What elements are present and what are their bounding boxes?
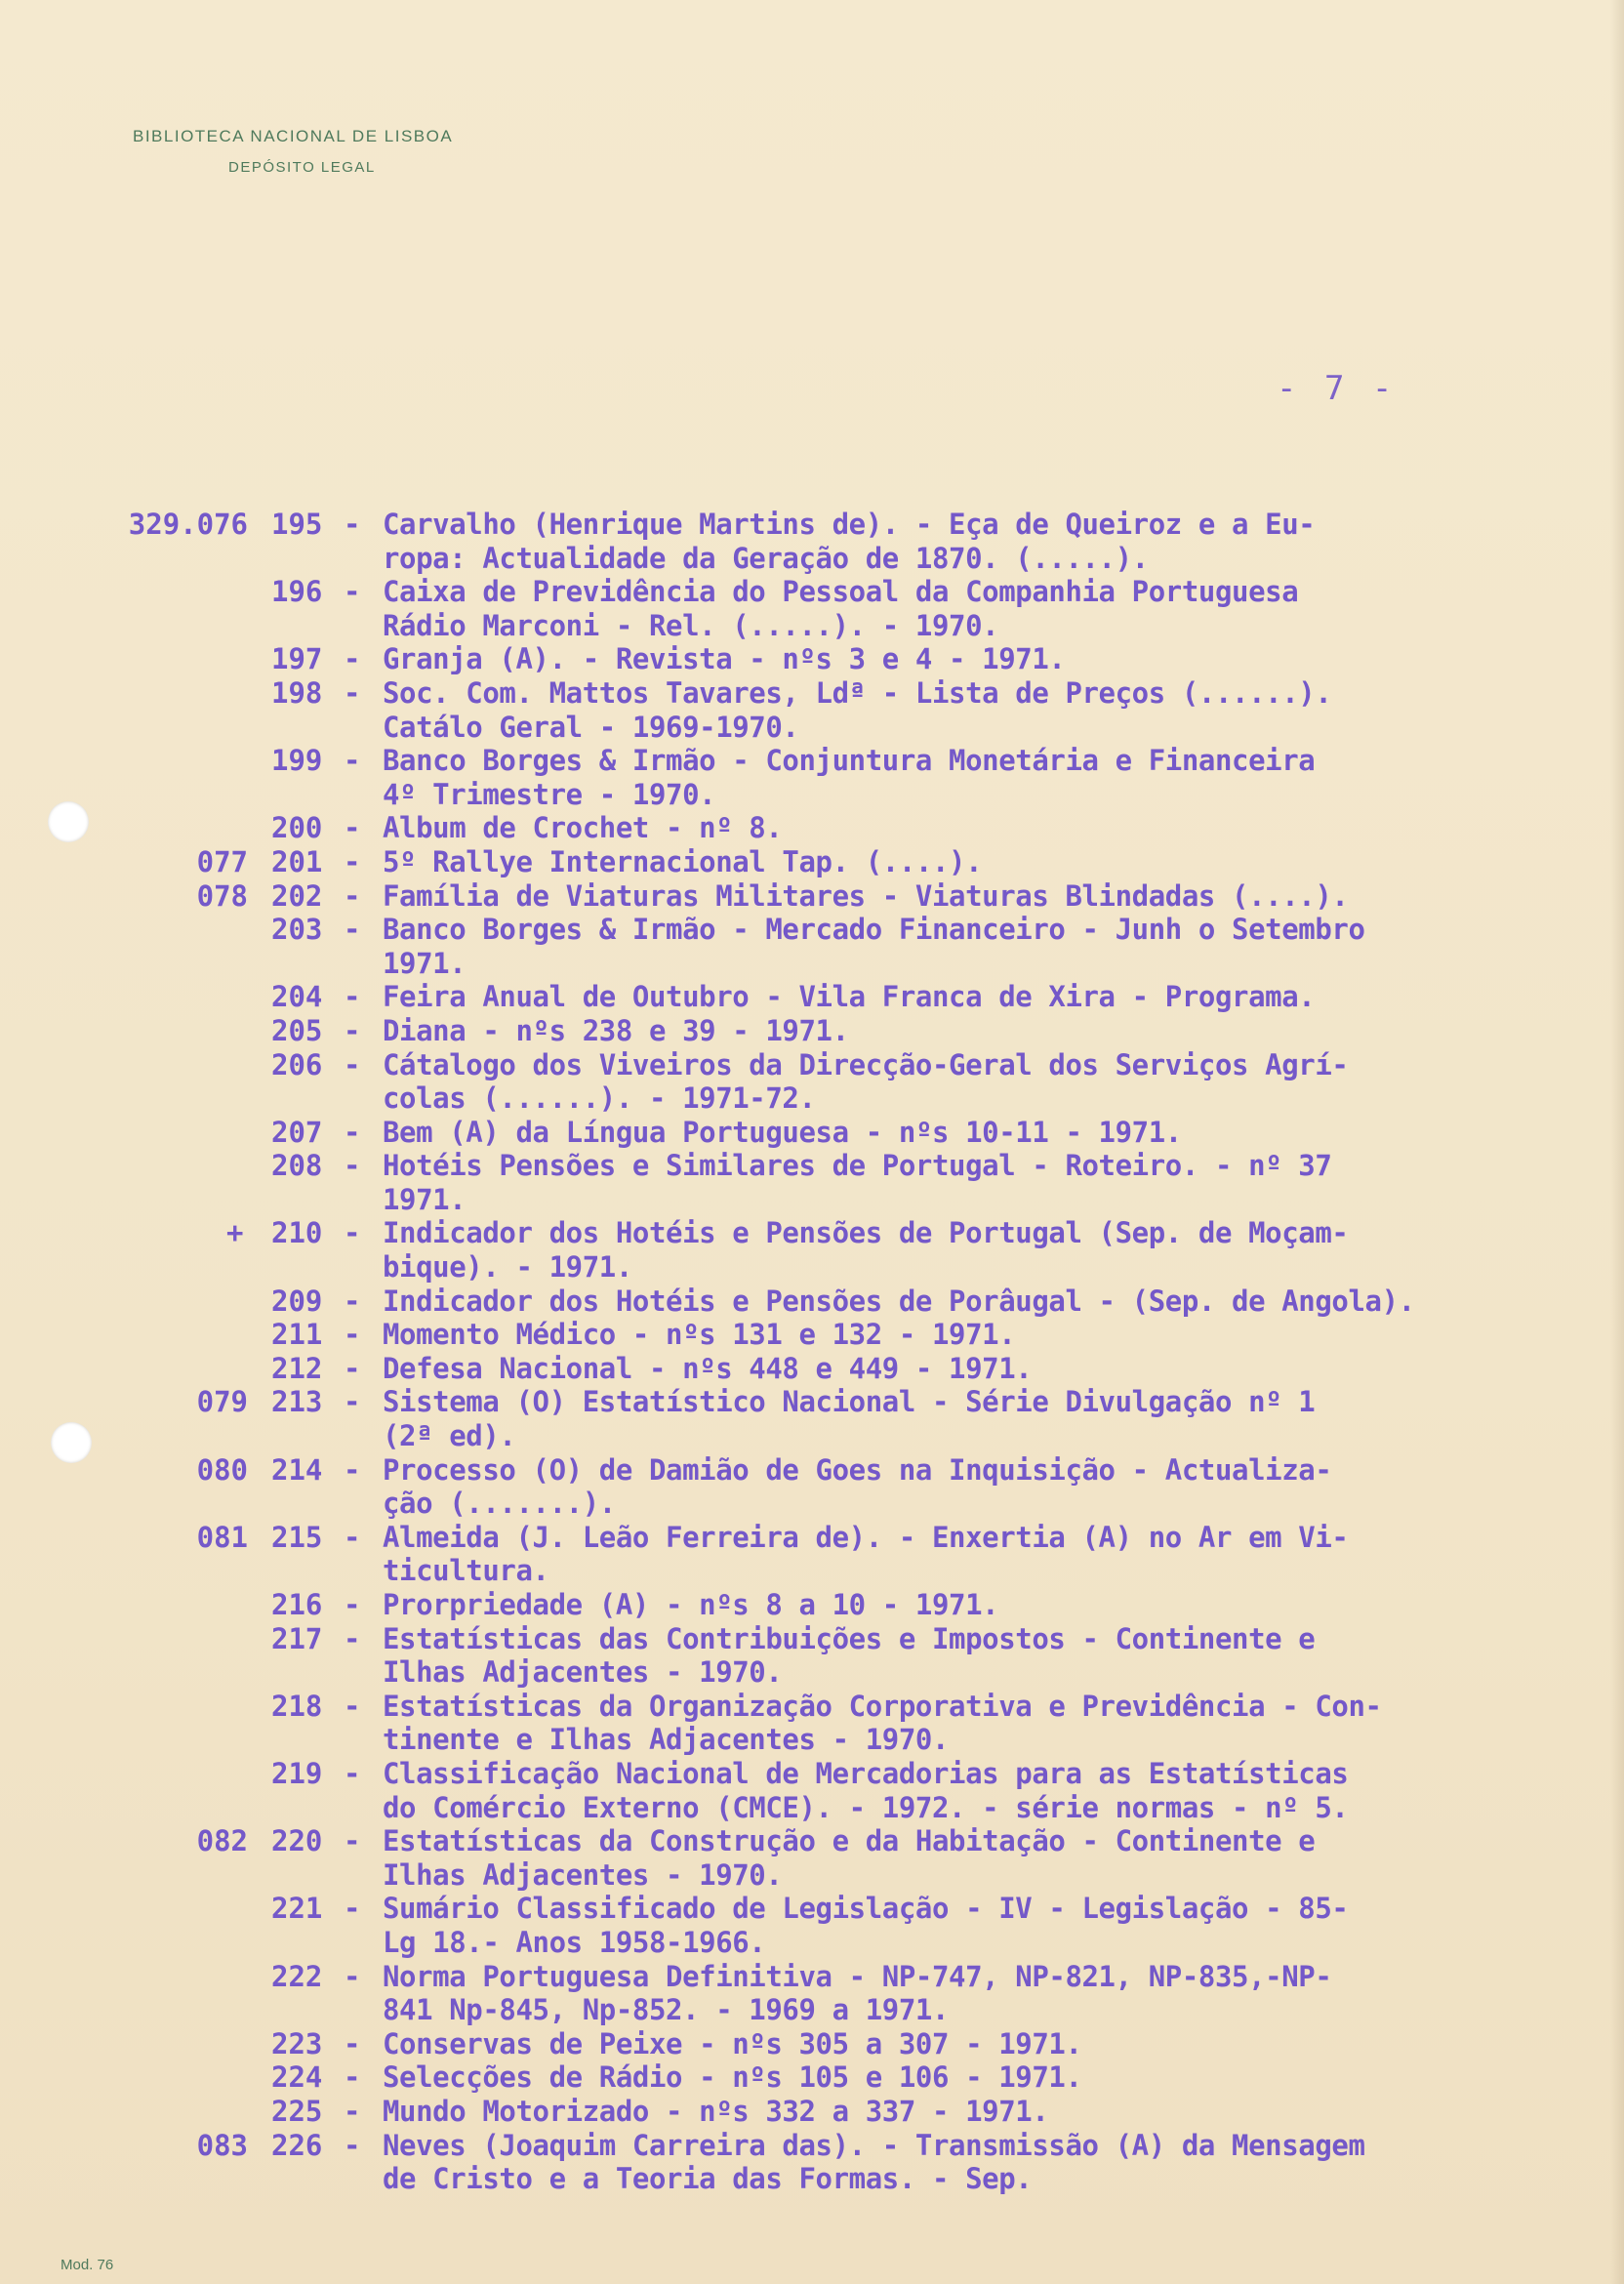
entry-text: Neves (Joaquim Carreira das). - Transmissão (A) da Mensagem bbox=[383, 2128, 1365, 2162]
entry-text: 1971. bbox=[383, 1182, 467, 1216]
entry-dash: - bbox=[344, 1621, 361, 1655]
entry-dash: - bbox=[344, 1318, 361, 1352]
entry-line bbox=[0, 508, 1624, 542]
entry-line bbox=[0, 711, 1624, 745]
entry-dash: - bbox=[344, 1149, 361, 1183]
entry-text: Estatísticas da Organização Corporativa e Previdência - Con- bbox=[383, 1689, 1382, 1723]
entry-line bbox=[0, 845, 1624, 879]
entry-text: 1971. bbox=[383, 946, 467, 980]
entry-dash: - bbox=[344, 1351, 361, 1385]
entry-line bbox=[0, 980, 1624, 1014]
entry-number: 217 bbox=[271, 1621, 323, 1655]
entry-number: 200 bbox=[271, 811, 323, 845]
entry-number: 207 bbox=[271, 1115, 323, 1149]
entry-number: 203 bbox=[271, 913, 323, 947]
entry-text: Ilhas Adjacentes - 1970. bbox=[383, 1655, 783, 1690]
entry-line bbox=[0, 1318, 1624, 1352]
entry-number: 221 bbox=[271, 1892, 323, 1926]
entry-text: Prorpriedade (A) - nºs 8 a 10 - 1971. bbox=[383, 1588, 999, 1621]
entry-number: 198 bbox=[271, 675, 323, 710]
entry-line bbox=[0, 1892, 1624, 1926]
entry-line bbox=[0, 609, 1624, 643]
classification-code: 082 bbox=[196, 1824, 248, 1858]
entry-dash: - bbox=[344, 575, 361, 609]
entry-number: 212 bbox=[271, 1351, 323, 1385]
entry-text: Granja (A). - Revista - nºs 3 e 4 - 1971. bbox=[383, 642, 1066, 676]
entry-line bbox=[0, 1419, 1624, 1453]
entry-text: Indicador dos Hotéis e Pensões de Portugal (Sep. de Moçam- bbox=[383, 1216, 1349, 1250]
entry-text: Norma Portuguesa Definitiva - NP-747, NP-821, NP-835,-NP- bbox=[383, 1959, 1332, 1993]
entry-number: 205 bbox=[271, 1013, 323, 1047]
entry-text: de Cristo e a Teoria das Formas. - Sep. bbox=[383, 2162, 1033, 2196]
entry-text: colas (......). - 1971-72. bbox=[383, 1081, 816, 1116]
entry-line bbox=[0, 1554, 1624, 1588]
entry-number: 225 bbox=[271, 2094, 323, 2128]
entry-text: Carvalho (Henrique Martins de). - Eça de Queiroz e a Eu- bbox=[383, 508, 1316, 541]
entry-text: Classificação Nacional de Mercadorias para as Estatísticas bbox=[383, 1756, 1349, 1790]
entry-dash: - bbox=[344, 2094, 361, 2128]
entry-text: Família de Viaturas Militares - Viaturas Blindadas (....). bbox=[383, 878, 1349, 913]
institution-header: BIBLIOTECA NACIONAL DE LISBOA bbox=[133, 127, 454, 145]
classification-code: 083 bbox=[196, 2128, 248, 2162]
entry-line bbox=[0, 1081, 1624, 1116]
entry-line bbox=[0, 1352, 1624, 1386]
entry-number: 224 bbox=[271, 2060, 323, 2095]
entry-line bbox=[0, 1723, 1624, 1757]
entry-line bbox=[0, 1824, 1624, 1858]
entry-line bbox=[0, 1926, 1624, 1960]
entry-line bbox=[0, 1858, 1624, 1893]
entry-line bbox=[0, 744, 1624, 778]
entry-line bbox=[0, 2060, 1624, 2095]
classification-code: 078 bbox=[196, 878, 248, 913]
entry-number: 206 bbox=[271, 1047, 323, 1081]
entry-dash: - bbox=[344, 1959, 361, 1993]
classification-code: 077 bbox=[196, 844, 248, 878]
entry-dash: - bbox=[344, 1588, 361, 1621]
entry-line bbox=[0, 1655, 1624, 1690]
classification-code: 080 bbox=[196, 1452, 248, 1487]
entry-dash: - bbox=[344, 980, 361, 1014]
classification-code: 329.076 bbox=[128, 508, 248, 541]
entry-line bbox=[0, 2129, 1624, 2163]
entry-number: 223 bbox=[271, 2026, 323, 2060]
entry-dash: - bbox=[344, 1047, 361, 1081]
entry-text: ticultura. bbox=[383, 1554, 549, 1588]
entry-line bbox=[0, 1960, 1624, 1994]
entry-number: 209 bbox=[271, 1284, 323, 1318]
entry-line bbox=[0, 2027, 1624, 2061]
entry-line bbox=[0, 2095, 1624, 2129]
entry-text: Rádio Marconi - Rel. (.....). - 1970. bbox=[383, 608, 999, 642]
department-header: DEPÓSITO LEGAL bbox=[228, 159, 376, 176]
entry-number: 219 bbox=[271, 1756, 323, 1790]
entry-line bbox=[0, 1622, 1624, 1656]
entry-line bbox=[0, 811, 1624, 845]
entry-number: 196 bbox=[271, 575, 323, 609]
entry-dash: - bbox=[344, 844, 361, 878]
entry-dash: - bbox=[344, 675, 361, 710]
entry-number: 195 bbox=[271, 508, 323, 541]
entry-number: 208 bbox=[271, 1149, 323, 1183]
entry-dash: - bbox=[344, 1892, 361, 1926]
entry-text: bique). - 1971. bbox=[383, 1250, 632, 1285]
entry-line bbox=[0, 1116, 1624, 1150]
entry-number: 211 bbox=[271, 1318, 323, 1352]
entry-number: 201 bbox=[271, 844, 323, 878]
entry-number: 202 bbox=[271, 878, 323, 913]
entry-text: 4º Trimestre - 1970. bbox=[383, 777, 716, 811]
entry-dash: - bbox=[344, 2026, 361, 2060]
entry-text: Banco Borges & Irmão - Conjuntura Monetária e Financeira bbox=[383, 744, 1316, 778]
entry-line bbox=[0, 778, 1624, 812]
entry-line bbox=[0, 1791, 1624, 1825]
entry-dash: - bbox=[344, 1385, 361, 1419]
entry-text: Cátalogo dos Viveiros da Direcção-Geral dos Serviços Agrí- bbox=[383, 1047, 1349, 1081]
entry-dash: - bbox=[344, 1689, 361, 1723]
entry-dash: - bbox=[344, 811, 361, 845]
entry-line bbox=[0, 1149, 1624, 1183]
entry-line bbox=[0, 1487, 1624, 1521]
classification-code: + bbox=[226, 1216, 244, 1250]
entry-dash: - bbox=[344, 508, 361, 541]
entry-dash: - bbox=[344, 913, 361, 947]
entry-text: do Comércio Externo (CMCE). - 1972. - série normas - nº 5. bbox=[383, 1790, 1349, 1824]
entry-dash: - bbox=[344, 744, 361, 778]
entry-dash: - bbox=[344, 1013, 361, 1047]
entry-dash: - bbox=[344, 1216, 361, 1250]
entry-number: 199 bbox=[271, 744, 323, 778]
entry-text: Album de Crochet - nº 8. bbox=[383, 811, 783, 845]
entry-text: Soc. Com. Mattos Tavares, Ldª - Lista de Preços (......). bbox=[383, 675, 1332, 710]
entry-text: Estatísticas das Contribuições e Impostos - Continente e bbox=[383, 1621, 1316, 1655]
entry-line bbox=[0, 642, 1624, 676]
entry-line bbox=[0, 879, 1624, 914]
entry-line bbox=[0, 1385, 1624, 1419]
entry-text: Hotéis Pensões e Similares de Portugal - Roteiro. - nº 37 bbox=[383, 1149, 1332, 1183]
entry-text: 841 Np-845, Np-852. - 1969 a 1971. bbox=[383, 1993, 950, 2027]
entry-dash: - bbox=[344, 878, 361, 913]
entry-number: 210 bbox=[271, 1216, 323, 1250]
entry-number: 204 bbox=[271, 980, 323, 1014]
entry-dash: - bbox=[344, 1824, 361, 1858]
entry-dash: - bbox=[344, 1284, 361, 1318]
entry-text: Feira Anual de Outubro - Vila Franca de Xira - Programa. bbox=[383, 980, 1316, 1014]
entry-text: Almeida (J. Leão Ferreira de). - Enxertia (A) no Ar em Vi- bbox=[383, 1520, 1349, 1554]
entry-line bbox=[0, 1453, 1624, 1488]
entry-number: 222 bbox=[271, 1959, 323, 1993]
entry-text: Sistema (O) Estatístico Nacional - Série Divulgação nº 1 bbox=[383, 1385, 1316, 1419]
entry-line bbox=[0, 1285, 1624, 1319]
page-number: - 7 - bbox=[1277, 369, 1397, 408]
entry-number: 215 bbox=[271, 1520, 323, 1554]
entry-dash: - bbox=[344, 1115, 361, 1149]
entry-line bbox=[0, 1690, 1624, 1724]
entry-text: Ilhas Adjacentes - 1970. bbox=[383, 1857, 783, 1892]
entry-line bbox=[0, 1014, 1624, 1048]
entry-line bbox=[0, 1183, 1624, 1217]
entry-line bbox=[0, 1216, 1624, 1250]
entry-line bbox=[0, 913, 1624, 947]
entry-line bbox=[0, 947, 1624, 981]
entry-line bbox=[0, 1521, 1624, 1555]
entry-dash: - bbox=[344, 1520, 361, 1554]
entry-text: 5º Rallye Internacional Tap. (....). bbox=[383, 844, 983, 878]
entry-text: Bem (A) da Língua Portuguesa - nºs 10-11 - 1971. bbox=[383, 1115, 1182, 1149]
entry-list bbox=[0, 508, 1624, 2196]
entry-number: 213 bbox=[271, 1385, 323, 1419]
entry-number: 216 bbox=[271, 1588, 323, 1621]
entry-dash: - bbox=[344, 2128, 361, 2162]
entry-number: 214 bbox=[271, 1452, 323, 1487]
entry-text: Catálo Geral - 1969-1970. bbox=[383, 710, 799, 744]
entry-number: 197 bbox=[271, 642, 323, 676]
entry-line bbox=[0, 1048, 1624, 1082]
entry-text: Caixa de Previdência do Pessoal da Companhia Portuguesa bbox=[383, 575, 1299, 609]
entry-line bbox=[0, 1250, 1624, 1285]
classification-code: 079 bbox=[196, 1385, 248, 1419]
entry-text: Lg 18.- Anos 1958-1966. bbox=[383, 1925, 766, 1959]
entry-text: ropa: Actualidade da Geração de 1870. (.....). bbox=[383, 541, 1149, 575]
entry-number: 226 bbox=[271, 2128, 323, 2162]
entry-line bbox=[0, 1588, 1624, 1622]
entry-text: Estatísticas da Construção e da Habitação - Continente e bbox=[383, 1824, 1316, 1858]
entry-text: Selecções de Rádio - nºs 105 e 106 - 1971. bbox=[383, 2060, 1082, 2095]
entry-text: Defesa Nacional - nºs 448 e 449 - 1971. bbox=[383, 1351, 1033, 1385]
entry-line bbox=[0, 575, 1624, 609]
entry-text: Diana - nºs 238 e 39 - 1971. bbox=[383, 1013, 849, 1047]
entry-line bbox=[0, 676, 1624, 711]
entry-dash: - bbox=[344, 1756, 361, 1790]
entry-dash: - bbox=[344, 642, 361, 676]
entry-number: 218 bbox=[271, 1689, 323, 1723]
entry-text: Conservas de Peixe - nºs 305 a 307 - 1971. bbox=[383, 2026, 1082, 2060]
entry-text: Momento Médico - nºs 131 e 132 - 1971. bbox=[383, 1318, 1016, 1352]
entry-text: Indicador dos Hotéis e Pensões de Porâugal - (Sep. de Angola). bbox=[383, 1284, 1415, 1318]
classification-code: 081 bbox=[196, 1520, 248, 1554]
entry-line bbox=[0, 2162, 1624, 2196]
entry-line bbox=[0, 1993, 1624, 2027]
entry-number: 220 bbox=[271, 1824, 323, 1858]
entry-text: Mundo Motorizado - nºs 332 a 337 - 1971. bbox=[383, 2094, 1049, 2128]
entry-line bbox=[0, 542, 1624, 576]
entry-text: Sumário Classificado de Legislação - IV - Legislação - 85- bbox=[383, 1892, 1349, 1926]
entry-dash: - bbox=[344, 2060, 361, 2095]
entry-text: ção (.......). bbox=[383, 1487, 616, 1521]
form-number: Mod. 76 bbox=[61, 2257, 114, 2273]
entry-text: tinente e Ilhas Adjacentes - 1970. bbox=[383, 1723, 950, 1757]
entry-text: Banco Borges & Irmão - Mercado Financeiro - Junh o Setembro bbox=[383, 913, 1365, 947]
entry-text: (2ª ed). bbox=[383, 1419, 516, 1453]
entry-text: Processo (O) de Damião de Goes na Inquisição - Actualiza- bbox=[383, 1452, 1332, 1487]
entry-line bbox=[0, 1757, 1624, 1791]
entry-dash: - bbox=[344, 1452, 361, 1487]
